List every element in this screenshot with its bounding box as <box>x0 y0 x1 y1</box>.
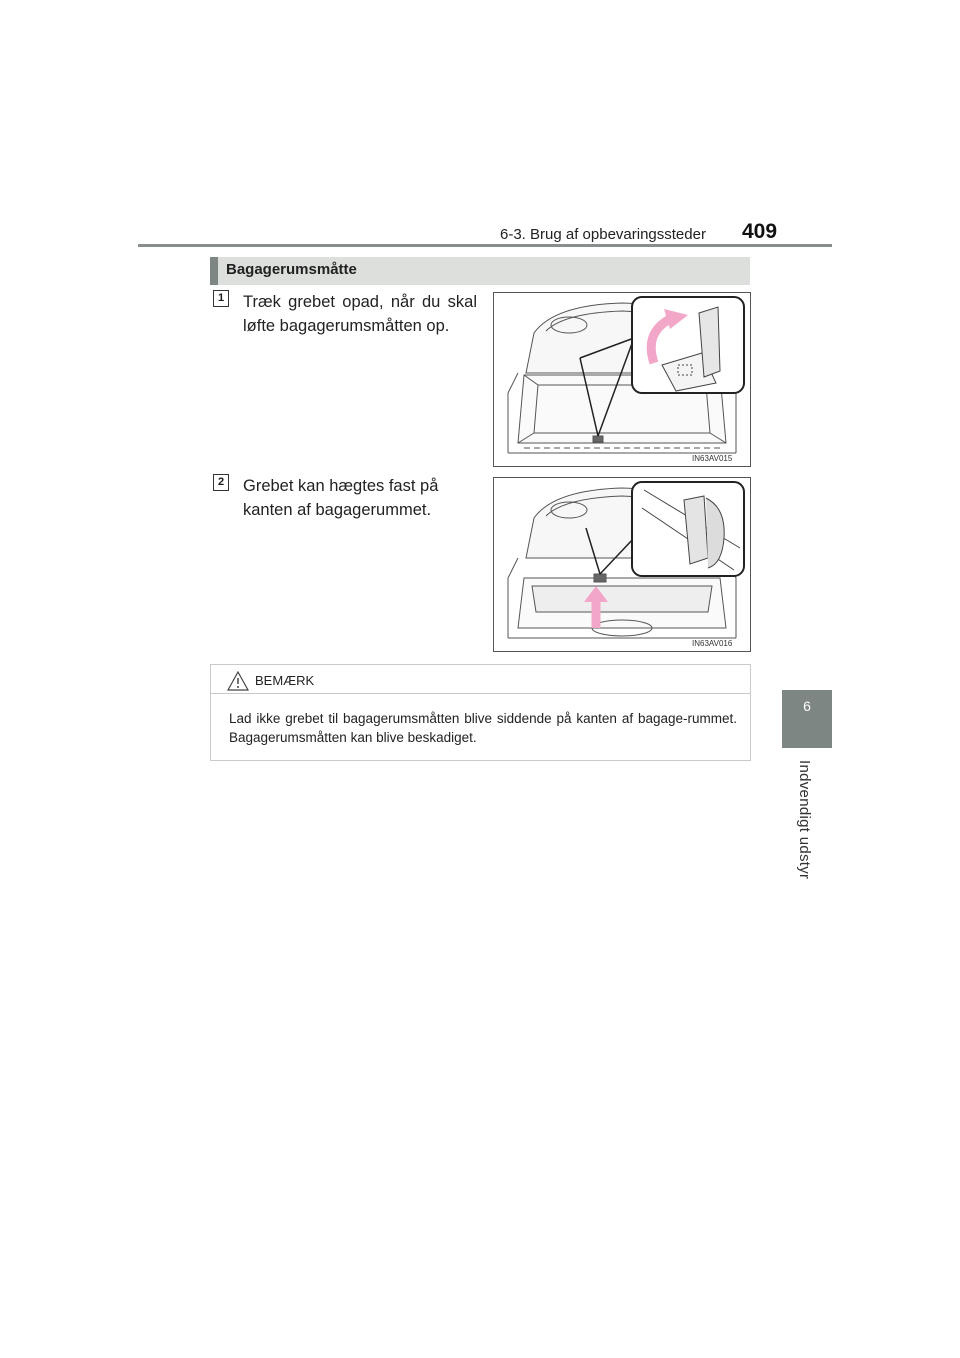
step-2-figure <box>493 477 751 652</box>
car-trunk-illustration-2 <box>494 478 750 651</box>
chapter-title: Indvendigt udstyr <box>796 760 813 880</box>
notice-divider <box>211 693 750 694</box>
step-1-text: Træk grebet opad, når du skal løfte bagagerumsmåtten op. <box>243 293 477 335</box>
step-2-number: 2 <box>213 474 229 491</box>
section-heading-bar <box>210 257 750 285</box>
header-section-title: 6-3. Brug af opbevaringssteder <box>500 226 706 243</box>
step-2-figure-code: IN63AV016 <box>692 639 733 648</box>
notice-heading: BEMÆRK <box>255 673 315 688</box>
step-2-text: Grebet kan hægtes fast på kanten af bagagerummet. <box>243 477 439 519</box>
warning-triangle-icon <box>227 671 249 691</box>
step-1-figure <box>493 292 751 467</box>
section-title: Bagagerumsmåtte <box>226 261 357 278</box>
chapter-number: 6 <box>803 698 811 714</box>
section-accent <box>210 257 218 285</box>
car-trunk-illustration-1 <box>494 293 750 466</box>
page-number: 409 <box>742 220 778 243</box>
header-divider <box>138 244 832 247</box>
notice-text: Lad ikke grebet til bagagerumsmåtten blive siddende på kanten af bagage-rummet. Bagagerumsmåtten kan blive beskadiget. <box>229 711 737 745</box>
step-1-figure-code: IN63AV015 <box>692 454 733 463</box>
step-1-number: 1 <box>213 290 229 307</box>
notice-box <box>210 664 751 761</box>
